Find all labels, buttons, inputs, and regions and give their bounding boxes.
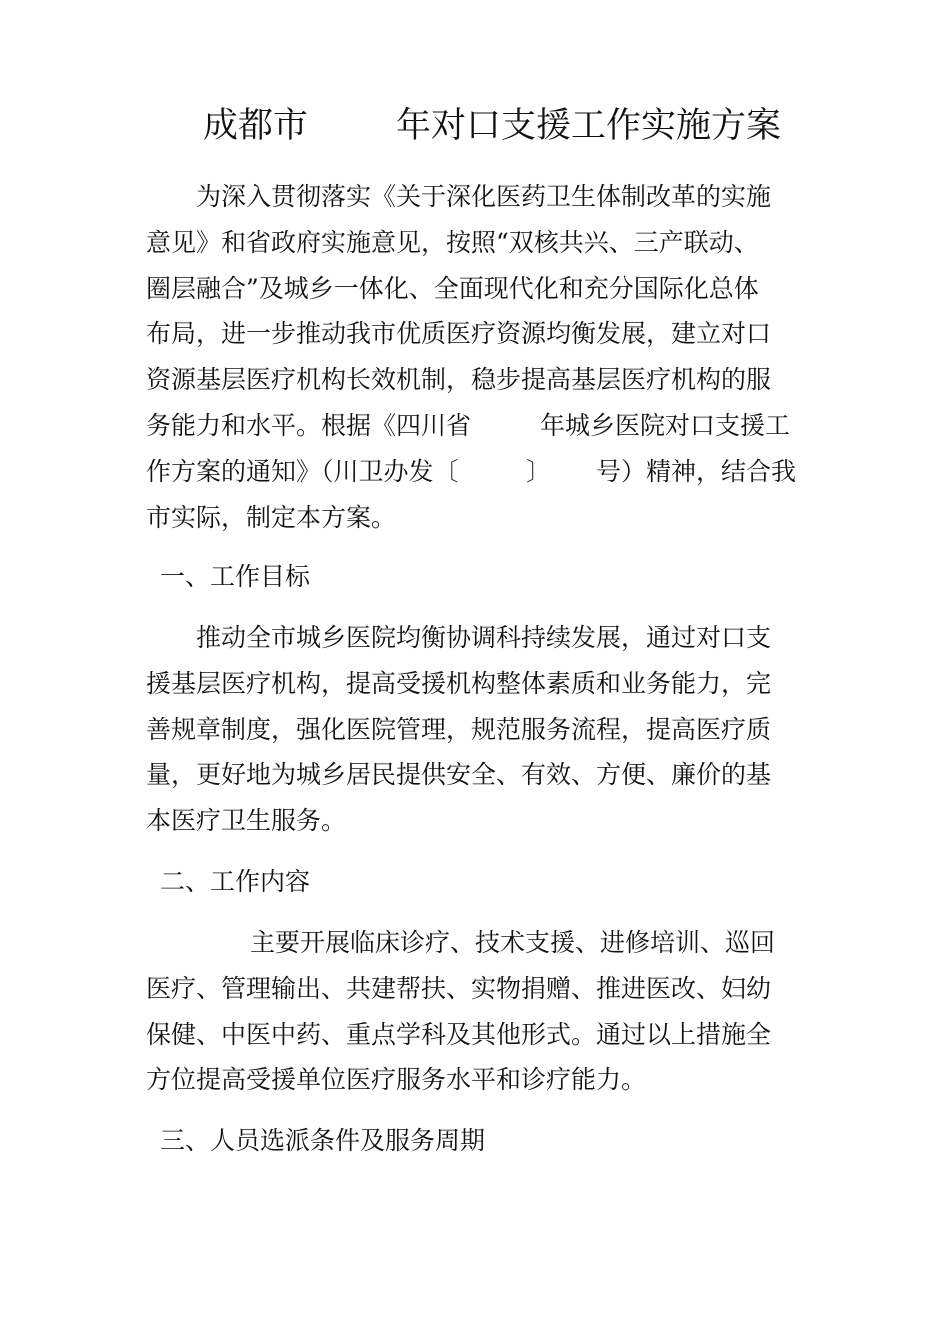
intro-paragraph xyxy=(146,174,806,540)
paragraph-line: 为深入贯彻落实《关于深化医药卫生体制改革的实施 xyxy=(196,182,772,211)
section-heading-personnel: 三、人员选派条件及服务周期 xyxy=(160,1126,486,1155)
paragraph-line xyxy=(146,403,806,449)
paragraph-line: 市实际，制定本方案。 xyxy=(146,502,397,532)
section-heading-content: 二、工作内容 xyxy=(160,867,311,896)
section-heading-goals: 一、工作目标 xyxy=(160,562,311,591)
paragraph-line: 主要开展临床诊疗、技术支援、进修培训、巡回 xyxy=(250,928,776,957)
document-title xyxy=(0,96,950,156)
paragraph-line: 资源基层医疗机构长效机制，稳步提高基层医疗机构的服 xyxy=(146,365,772,395)
paragraph-line: 医疗、管理输出、共建帮扶、实物捐赠、推进医改、妇幼 xyxy=(146,973,772,1003)
paragraph-line: 推动全市城乡医院均衡协调科持续发展，通过对口支 xyxy=(196,623,772,652)
paragraph-line: 量，更好地为城乡居民提供安全、有效、方便、廉价的基 xyxy=(146,760,772,790)
content-paragraph xyxy=(146,920,806,1103)
paragraph-segment: 务能力和水平。根据《四川省 xyxy=(146,410,472,440)
paragraph-line: 保健、中医中药、重点学科及其他形式。通过以上措施全 xyxy=(146,1019,772,1049)
paragraph-line: 圈层融合”及城乡一体化、全面现代化和充分国际化总体 xyxy=(146,273,759,303)
paragraph-line xyxy=(146,449,806,495)
goals-paragraph xyxy=(146,615,806,844)
paragraph-line: 本医疗卫生服务。 xyxy=(146,806,347,836)
paragraph-line: 方位提高受援单位医疗服务水平和诊疗能力。 xyxy=(146,1065,647,1095)
paragraph-line: 意见》和省政府实施意见，按照“双核共兴、三产联动、 xyxy=(146,227,759,257)
paragraph-line: 援基层医疗机构，提高受援机构整体素质和业务能力，完 xyxy=(146,668,772,698)
paragraph-segment: 〕 xyxy=(526,456,552,486)
paragraph-line: 布局，进一步推动我市优质医疗资源均衡发展，建立对口 xyxy=(146,319,772,349)
title-city: 成都市 xyxy=(203,106,309,146)
title-main: 年对口支援工作实施方案 xyxy=(396,106,782,146)
paragraph-segment: 号）精神，结合我 xyxy=(596,456,797,486)
paragraph-line: 善规章制度，强化医院管理，规范服务流程，提高医疗质 xyxy=(146,714,772,744)
paragraph-segment: 年城乡医院对口支援工 xyxy=(540,410,791,440)
paragraph-segment: 作方案的通知》（川卫办发〔 xyxy=(146,456,459,486)
